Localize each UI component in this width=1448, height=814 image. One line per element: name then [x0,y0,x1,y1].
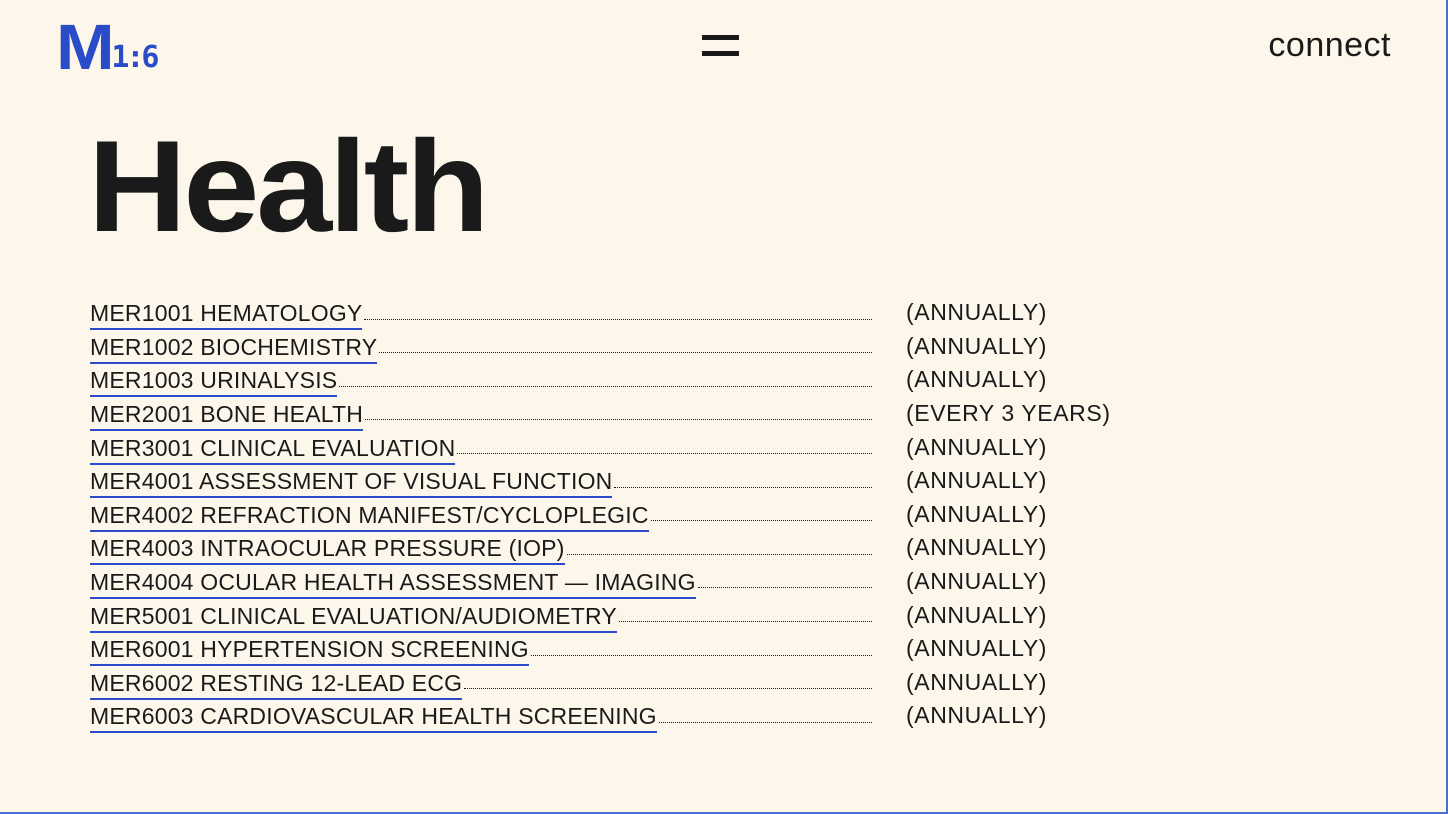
exam-frequency: (ANNUALLY) [906,299,1048,326]
leader-dots [364,318,872,320]
exam-frequency: (ANNUALLY) [906,433,1048,460]
leader-dots [457,452,872,454]
exam-link[interactable]: MER4001 ASSESSMENT OF VISUAL FUNCTION [90,467,612,498]
exam-row [90,464,1190,498]
leader-dots [379,351,872,353]
leader-dots [698,586,872,588]
exam-row [90,531,1190,565]
logo-ratio: 1:6 [111,40,157,75]
leader-dots [651,519,872,521]
leader-dots [614,486,872,488]
exam-frequency: (ANNUALLY) [906,568,1048,595]
exam-link[interactable]: MER4002 REFRACTION MANIFEST/CYCLOPLEGIC [90,501,649,532]
exam-link[interactable]: MER1002 BIOCHEMISTRY [90,333,377,364]
exam-frequency: (ANNUALLY) [906,500,1048,527]
exam-link[interactable]: MER1001 HEMATOLOGY [90,299,362,330]
leader-dots [567,553,872,555]
leader-dots [464,687,872,689]
exam-row [90,397,1190,431]
exam-frequency: (ANNUALLY) [906,601,1048,628]
exam-row [90,296,1190,330]
page-title: Health [88,113,487,259]
exam-link[interactable]: MER4003 INTRAOCULAR PRESSURE (IOP) [90,534,565,565]
exam-row [90,666,1190,700]
menu-bar-top [702,35,739,40]
exam-link[interactable]: MER6003 CARDIOVASCULAR HEALTH SCREENING [90,702,657,733]
exam-frequency: (ANNUALLY) [906,366,1048,393]
exam-link[interactable]: MER6001 HYPERTENSION SCREENING [90,635,529,666]
exam-frequency: (ANNUALLY) [906,332,1048,359]
exam-row [90,498,1190,532]
connect-link[interactable]: connect [1268,26,1391,64]
exam-frequency: (ANNUALLY) [906,635,1048,662]
exam-row [90,430,1190,464]
exam-frequency: (ANNUALLY) [906,702,1048,729]
exam-link[interactable]: MER4004 OCULAR HEALTH ASSESSMENT — IMAGING [90,568,696,599]
site-logo[interactable] [56,11,157,83]
exam-row [90,363,1190,397]
leader-dots [531,654,872,656]
exam-list [90,296,1190,733]
exam-row [90,632,1190,666]
exam-frequency: (ANNUALLY) [906,534,1048,561]
exam-row [90,565,1190,599]
exam-link[interactable]: MER5001 CLINICAL EVALUATION/AUDIOMETRY [90,602,617,633]
leader-dots [619,620,872,622]
exam-frequency: (ANNUALLY) [906,668,1048,695]
exam-link[interactable]: MER6002 RESTING 12-LEAD ECG [90,669,462,700]
logo-mark: M [56,11,111,83]
exam-row [90,699,1190,733]
leader-dots [339,385,872,387]
exam-link[interactable]: MER1003 URINALYSIS [90,366,337,397]
exam-row [90,330,1190,364]
exam-row [90,598,1190,632]
leader-dots [659,721,872,723]
leader-dots [365,418,872,420]
exam-link[interactable]: MER3001 CLINICAL EVALUATION [90,434,455,465]
hamburger-menu-icon[interactable] [702,34,740,58]
menu-bar-bottom [702,51,739,56]
exam-link[interactable]: MER2001 BONE HEALTH [90,400,363,431]
exam-frequency: (EVERY 3 YEARS) [906,400,1111,427]
exam-frequency: (ANNUALLY) [906,467,1048,494]
